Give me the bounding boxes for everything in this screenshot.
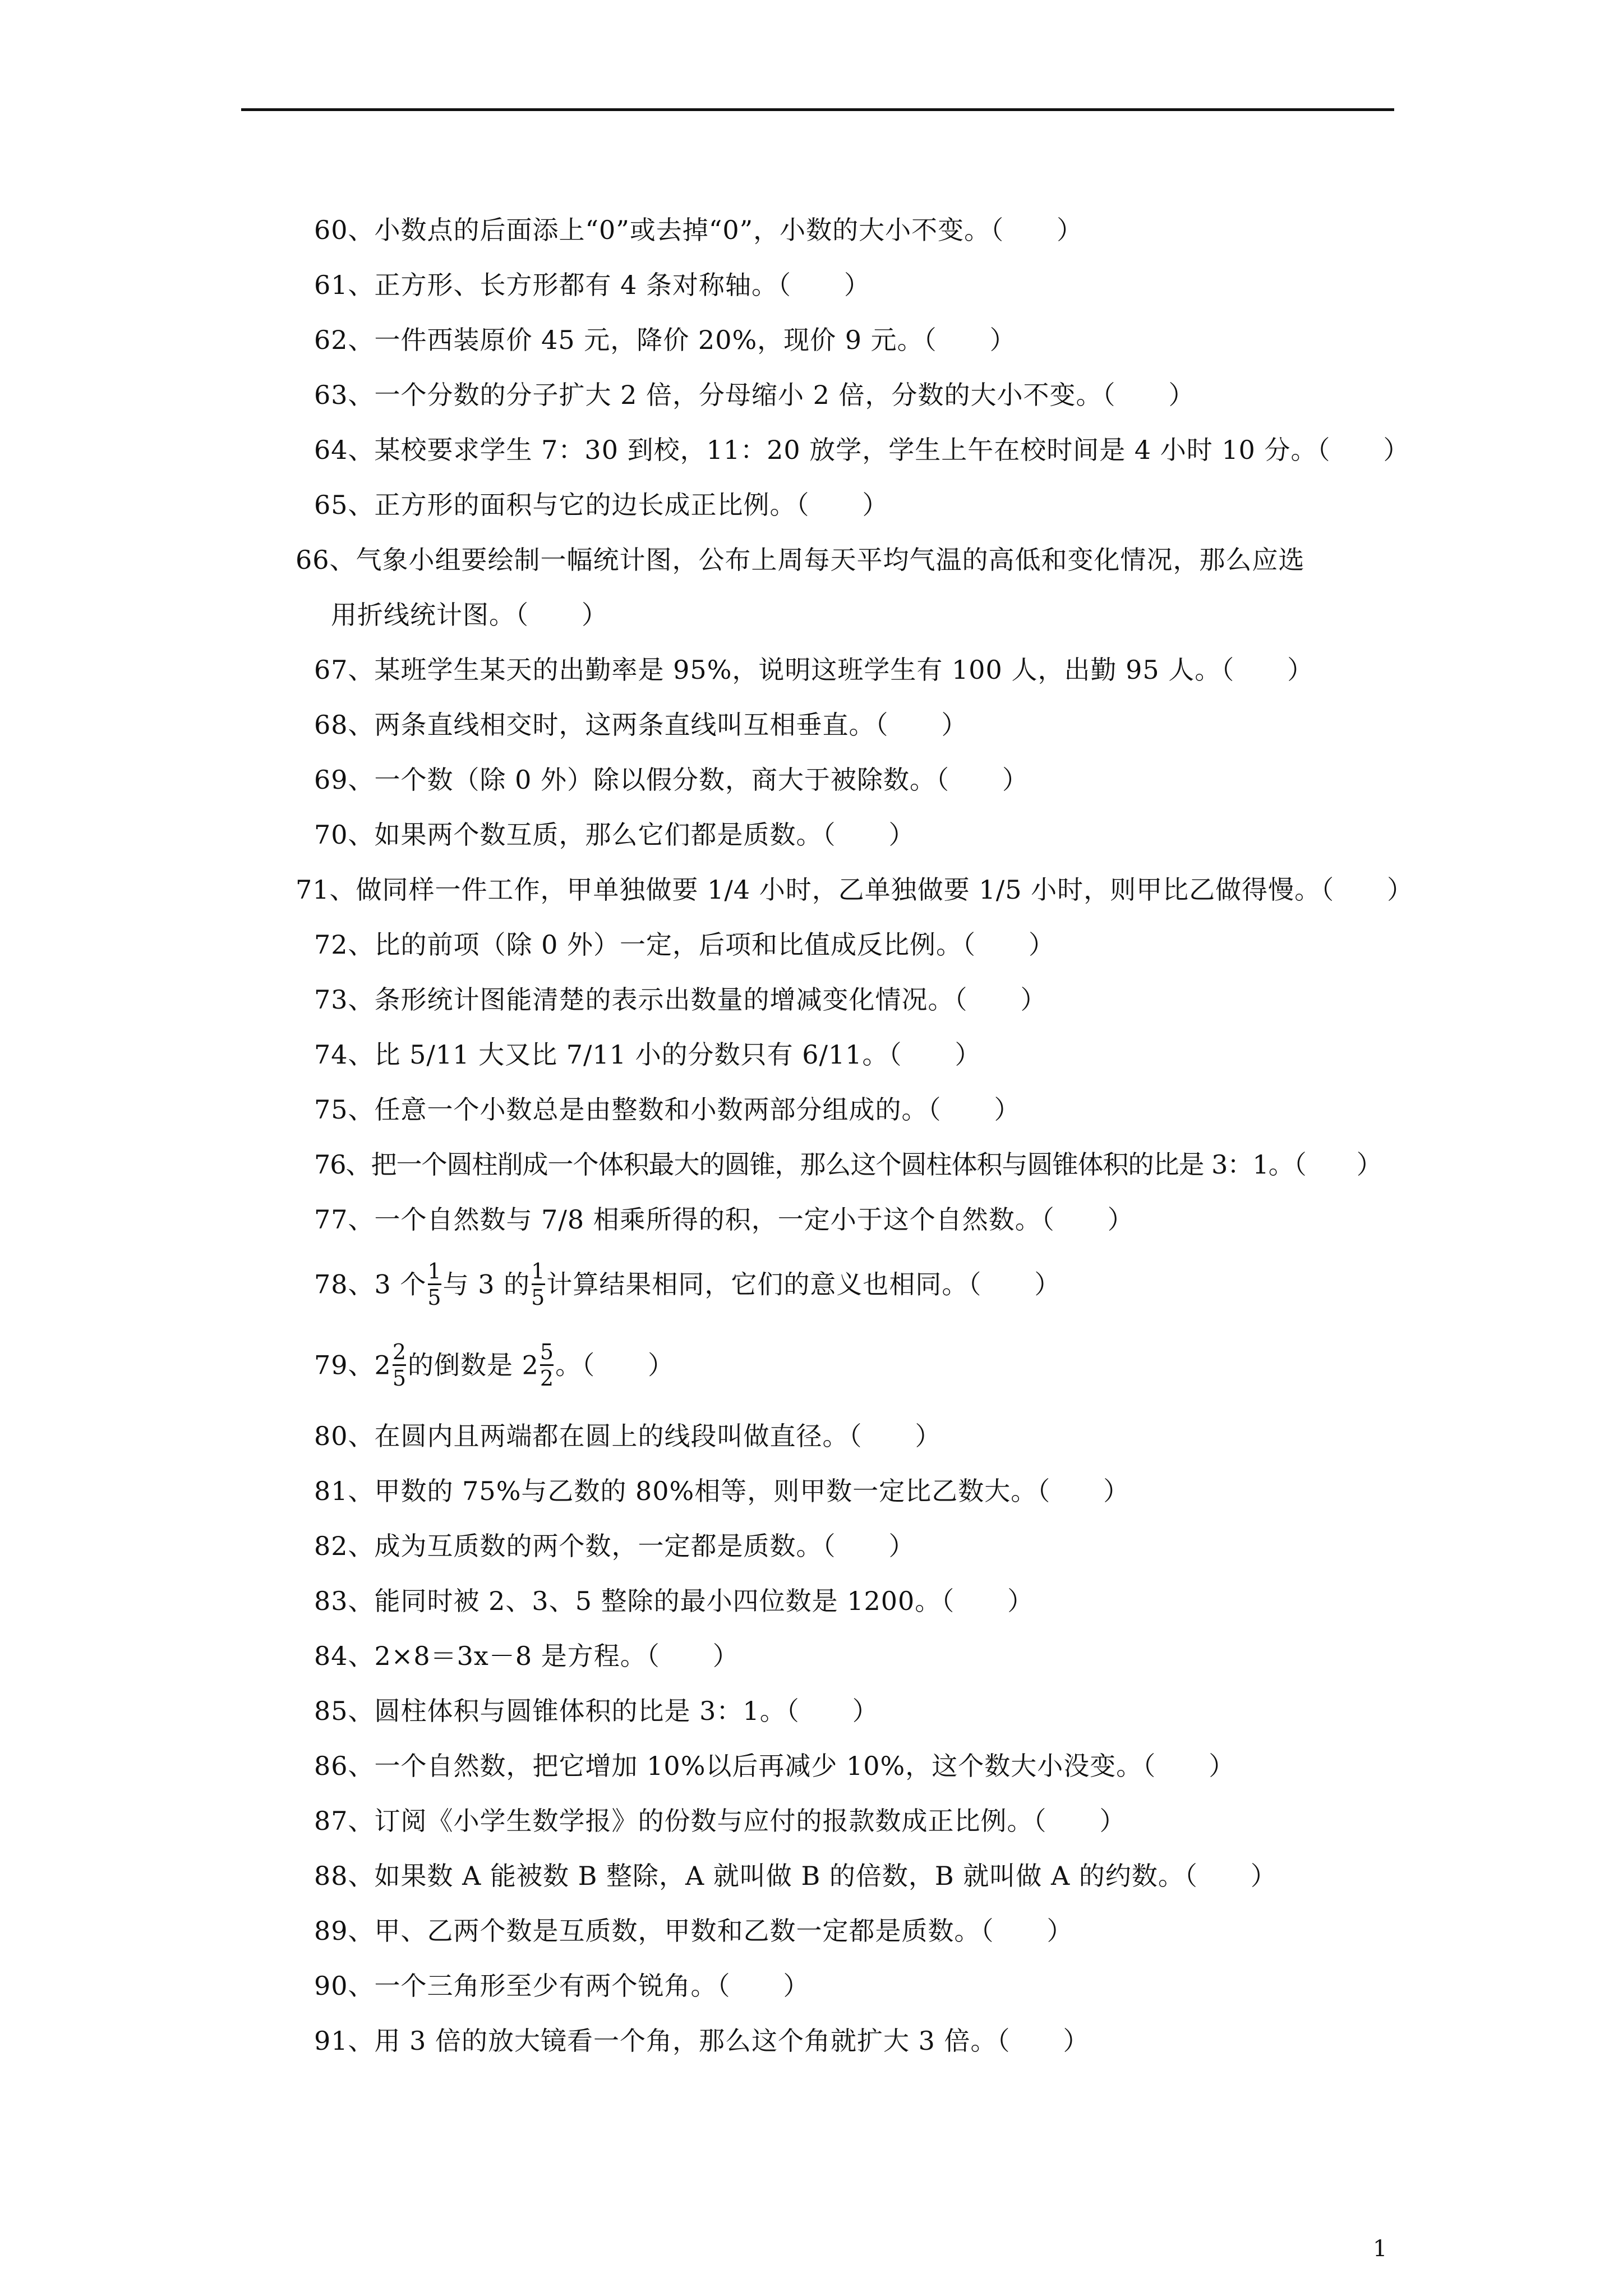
question-85: 85、圆柱体积与圆锥体积的比是 3：1。（ ）	[314, 1696, 879, 1726]
question-76: 76、把一个圆柱削成一个体积最大的圆锥，那么这个圆柱体积与圆锥体积的比是 3：1。（ ）	[314, 1149, 1382, 1180]
question-61: 61、正方形、长方形都有 4 条对称轴。（ ）	[314, 270, 871, 300]
question-87: 87、订阅《小学生数学报》的份数与应付的报款数成正比例。（ ）	[314, 1806, 1126, 1836]
fraction	[531, 1259, 545, 1310]
question-79-text-a: 79、2	[314, 1350, 391, 1381]
question-91: 91、用 3 倍的放大镜看一个角，那么这个角就扩大 3 倍。（ ）	[314, 2026, 1090, 2056]
numerator: 1	[427, 1259, 442, 1283]
question-62: 62、一件西装原价 45 元，降价 20%，现价 9 元。（ ）	[314, 325, 1016, 355]
question-90: 90、一个三角形至少有两个锐角。（ ）	[314, 1971, 810, 2001]
question-79	[314, 1342, 674, 1393]
question-69: 69、一个数（除 0 外）除以假分数，商大于被除数。（ ）	[314, 765, 1029, 795]
question-83: 83、能同时被 2、3、5 整除的最小四位数是 1200。（ ）	[314, 1586, 1034, 1616]
denominator: 2	[540, 1366, 555, 1391]
question-78-text-c: 计算结果相同，它们的意义也相同。（ ）	[546, 1269, 1061, 1300]
denominator: 5	[392, 1366, 407, 1391]
question-74: 74、比 5/11 大又比 7/11 小的分数只有 6/11。（ ）	[314, 1039, 981, 1070]
question-67: 67、某班学生某天的出勤率是 95%，说明这班学生有 100 人，出勤 95 人。（ ）	[314, 655, 1314, 685]
denominator: 5	[427, 1285, 442, 1310]
question-82: 82、成为互质数的两个数，一定都是质数。（ ）	[314, 1531, 915, 1561]
numerator: 5	[540, 1340, 555, 1364]
question-84: 84、2×8＝3x－8 是方程。（ ）	[314, 1641, 739, 1671]
page-number: 1	[1373, 2236, 1387, 2262]
question-79-text-b: 的倒数是 2	[408, 1350, 539, 1381]
question-79-text-c: 。（ ）	[555, 1350, 675, 1381]
question-78	[314, 1261, 1061, 1312]
fraction	[427, 1259, 441, 1310]
question-88: 88、如果数 A 能被数 B 整除，A 就叫做 B 的倍数，B 就叫做 A 的约数。（ ）	[314, 1861, 1277, 1891]
question-78-text-b: 与 3 的	[442, 1269, 531, 1300]
question-65: 65、正方形的面积与它的边长成正比例。（ ）	[314, 490, 889, 520]
header-rule	[241, 108, 1394, 111]
question-63: 63、一个分数的分子扩大 2 倍，分母缩小 2 倍，分数的大小不变。（ ）	[314, 380, 1195, 410]
question-86: 86、一个自然数，把它增加 10%以后再减少 10%，这个数大小没变。（ ）	[314, 1751, 1235, 1781]
question-66-continued: 用折线统计图。（ ）	[331, 600, 608, 630]
question-64: 64、某校要求学生 7：30 到校，11：20 放学，学生上午在校时间是 4 小时 10 分。（ ）	[314, 435, 1410, 465]
question-68: 68、两条直线相交时，这两条直线叫互相垂直。（ ）	[314, 710, 968, 740]
question-70: 70、如果两个数互质，那么它们都是质数。（ ）	[314, 820, 915, 850]
question-80: 80、在圆内且两端都在圆上的线段叫做直径。（ ）	[314, 1421, 942, 1451]
question-77: 77、一个自然数与 7/8 相乘所得的积，一定小于这个自然数。（ ）	[314, 1204, 1134, 1235]
question-78-text-a: 78、3 个	[314, 1269, 427, 1300]
numerator: 1	[531, 1259, 546, 1283]
denominator: 5	[531, 1285, 546, 1310]
question-71: 71、做同样一件工作，甲单独做要 1/4 小时，乙单独做要 1/5 小时，则甲比乙做得慢。（ ）	[296, 875, 1414, 905]
question-81: 81、甲数的 75%与乙数的 80%相等，则甲数一定比乙数大。（ ）	[314, 1476, 1130, 1506]
question-72: 72、比的前项（除 0 外）一定，后项和比值成反比例。（ ）	[314, 930, 1055, 960]
question-66: 66、气象小组要绘制一幅统计图，公布上周每天平均气温的高低和变化情况，那么应选	[296, 545, 1305, 575]
question-75: 75、任意一个小数总是由整数和小数两部分组成的。（ ）	[314, 1094, 1021, 1125]
question-89: 89、甲、乙两个数是互质数，甲数和乙数一定都是质数。（ ）	[314, 1916, 1073, 1946]
question-73: 73、条形统计图能清楚的表示出数量的增减变化情况。（ ）	[314, 984, 1047, 1015]
fraction	[393, 1340, 407, 1391]
numerator: 2	[392, 1340, 407, 1364]
fraction	[540, 1340, 554, 1391]
question-60: 60、小数点的后面添上“0”或去掉“0”，小数的大小不变。（ ）	[314, 215, 1083, 245]
